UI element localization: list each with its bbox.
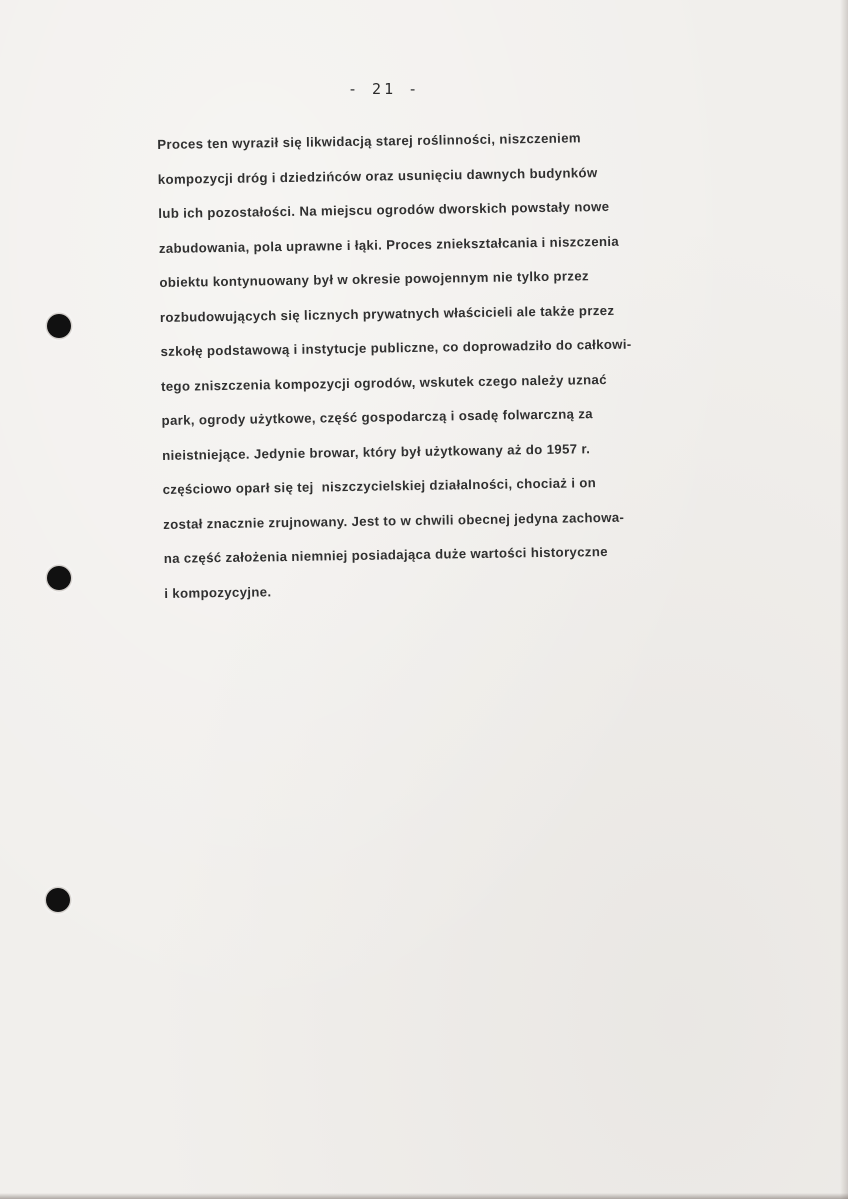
punch-hole (46, 888, 70, 912)
body-paragraph (157, 118, 825, 611)
text-line: szkołę podstawową i instytucje publiczne, co doprowadziło do całkowi- (160, 336, 632, 359)
text-line: obiektu kontynuowany był w okresie powojennym nie tylko przez (159, 268, 590, 290)
text-line: lub ich pozostałości. Na miejscu ogrodów dworskich powstały nowe (158, 198, 610, 221)
text-line: został znacznie zrujnowany. Jest to w chwili obecnej jedyna zachowa- (163, 509, 625, 532)
punch-hole (47, 314, 71, 338)
text-line: Proces ten wyraził się likwidacją starej roślinności, niszczeniem (157, 130, 582, 152)
text-line: częściowo oparł się tej niszczycielskiej działalności, chociaż i on (162, 475, 597, 497)
text-line: rozbudowujących się licznych prywatnych właścicieli ale także przez (159, 302, 615, 325)
text-line: i kompozycyjne. (164, 583, 272, 601)
text-line: zabudowania, pola uprawne i łąki. Proces zniekształcania i niszczenia (158, 233, 620, 256)
text-line: park, ogrody użytkowe, część gospodarczą i osadę folwarczną za (161, 406, 594, 428)
text-line: na część założenia niemniej posiadająca duże wartości historyczne (163, 543, 608, 566)
text-line: tego zniszczenia kompozycji ogrodów, wskutek czego należy uznać (160, 371, 607, 394)
page-number: - 21 - (348, 80, 421, 98)
page-edge-shadow (840, 0, 848, 1199)
page-edge-shadow (0, 1193, 848, 1199)
text-line: nieistniejące. Jedynie browar, który był użytkowany aż do 1957 r. (162, 440, 591, 463)
text-line: kompozycji dróg i dziedzińców oraz usunięciu dawnych budynków (157, 164, 598, 187)
punch-hole (47, 566, 71, 590)
